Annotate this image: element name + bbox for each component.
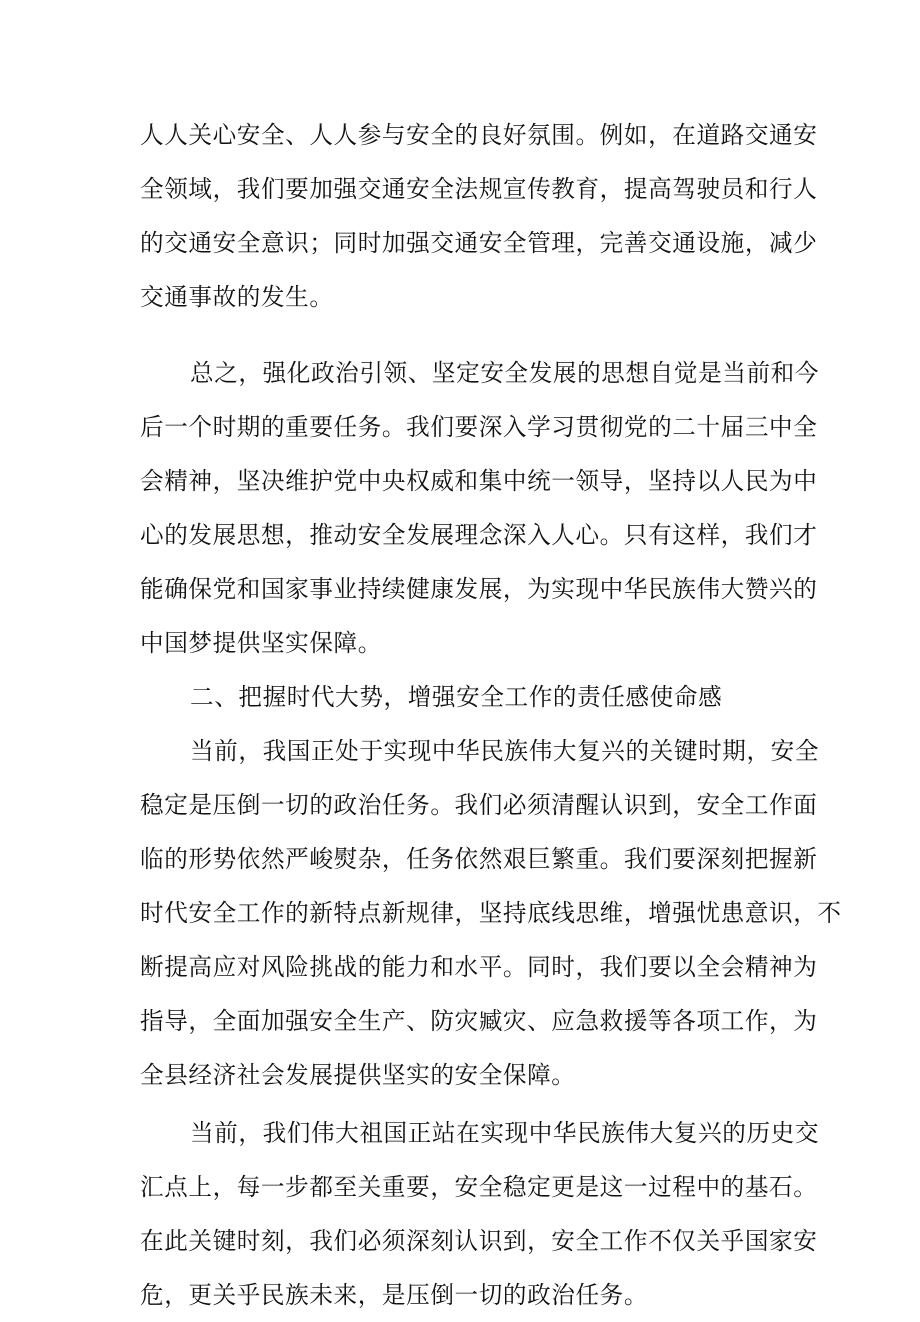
paragraph-summary: [140, 346, 820, 670]
text-line: 交通事故的发生。: [140, 283, 334, 311]
text-line: 中国梦提供坚实保障。: [140, 629, 382, 657]
text-line: 能确保党和国家事业持续健康发展，为实现中华民族伟大赞兴的: [140, 575, 818, 603]
text-line: 心的发展思想，推动安全发展理念深入人心。只有这样，我们才: [140, 521, 818, 549]
text-line: 总之，强化政治引领、坚定安全发展的思想自觉是当前和今: [190, 359, 820, 387]
text-line: 危，更关乎民族未来，是压倒一切的政治任务。: [140, 1281, 649, 1309]
text-line: 断提高应对风险挑战的能力和水平。同时，我们要以全会精神为: [140, 953, 818, 981]
paragraph-historic-juncture: [140, 1106, 820, 1322]
paragraph-road-safety: [140, 108, 818, 324]
text-line: 后一个时期的重要任务。我们要深入学习贯彻党的二十届三中全: [140, 413, 818, 441]
text-line: 指导，全面加强安全生产、防灾臧灾、应急救援等各项工作，为: [140, 1007, 818, 1035]
text-line: 的交通安全意识；同时加强交通安全管理，完善交通设施，减少: [140, 229, 818, 257]
text-line: 稳定是压倒一切的政治任务。我们必须清醒认识到，安全工作面: [140, 791, 818, 819]
text-line: 全县经济社会发展提供坚实的安全保障。: [140, 1061, 576, 1089]
text-line: 会精神，坚决维护党中央权威和集中统一领导，坚持以人民为中: [140, 467, 818, 495]
text-line: 当前，我们伟大祖国正站在实现中华民族伟大复兴的历史交: [190, 1119, 820, 1147]
text-line: 汇点上，每一步都至关重要，安全稳定更是这一过程中的基石。: [140, 1173, 818, 1201]
text-line: 当前，我国正处于实现中华民族伟大复兴的关键时期，安全: [190, 737, 820, 765]
text-line: 在此关键时刻，我们必须深刻认识到，安全工作不仅关乎国家安: [140, 1227, 818, 1255]
text-line: 临的形势依然严峻熨杂，任务依然艰巨繁重。我们要深刻把握新: [140, 845, 818, 873]
paragraph-current-situation: [140, 724, 842, 1102]
section-heading: [140, 670, 790, 724]
document-page: [140, 108, 842, 1322]
text-line: 时代安全工作的新特点新规律，坚持底线思维，增强忧患意识，不: [140, 899, 842, 927]
text-line: 人人关心安全、人人参与安全的良好氛围。例如，在道路交通安: [140, 121, 818, 149]
heading-text: 二、把握时代大势，增强安全工作的责任感使命感: [190, 683, 723, 711]
text-line: 全领域，我们要加强交通安全法规宣传教育，提高驾驶员和行人: [140, 175, 818, 203]
